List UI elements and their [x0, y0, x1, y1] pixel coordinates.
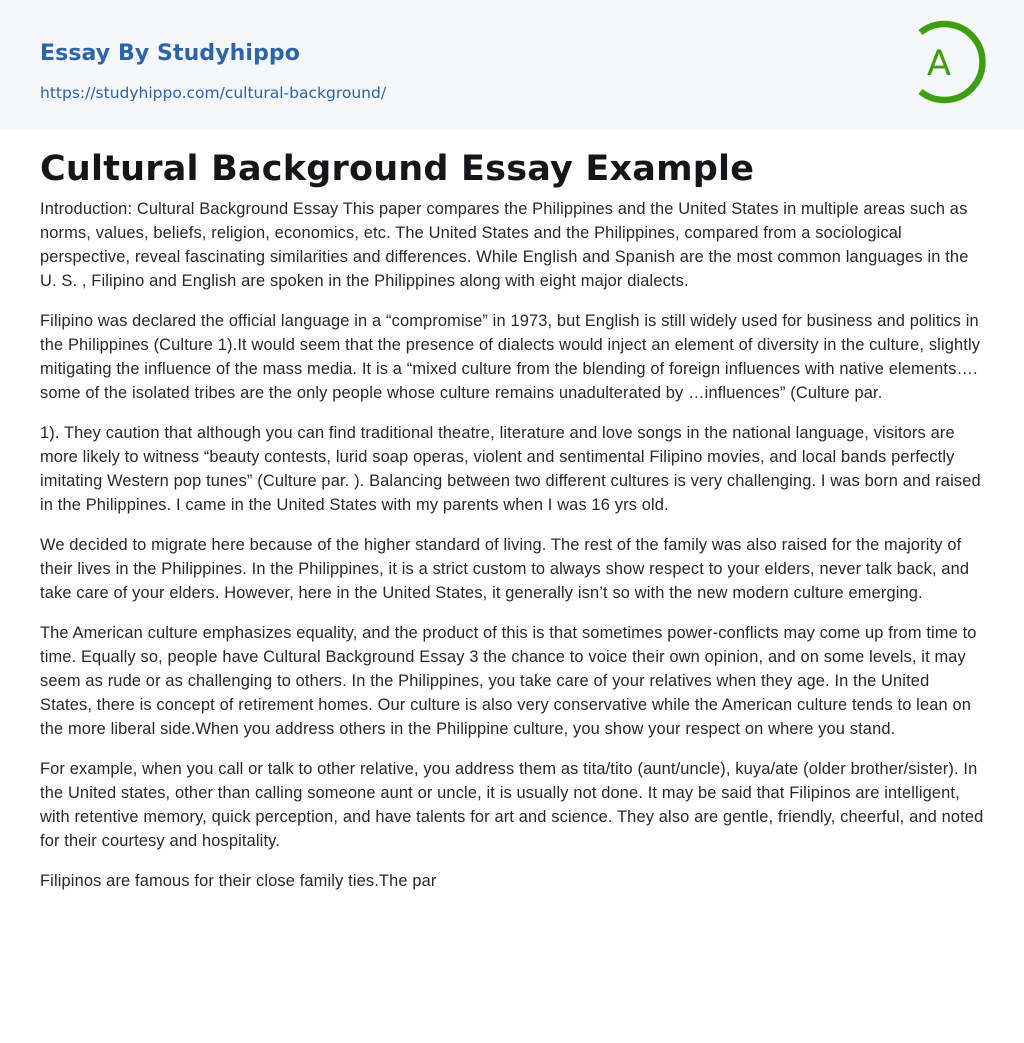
article: [0, 147, 1024, 893]
page-title: Cultural Background Essay Example: [40, 149, 755, 189]
brand-name[interactable]: Essay By Studyhippo: [40, 41, 300, 66]
logo-letter: A: [927, 44, 951, 84]
paragraph: 1). They caution that although you can find traditional theatre, literature and love songs in the national language, visitors are more likely to witness “beauty contests, lurid soap operas, violent and sentimental Filipino movies, and local bands perfectly imitating Western pop tunes” (Culture par. ). Balancing between two different cultures is very challenging. I was born and raised in the Philippines. I came in the United States with my parents when I was 16 yrs old.: [40, 424, 981, 514]
paragraph: The American culture emphasizes equality, and the product of this is that sometimes power-conflicts may come up from time to time. Equally so, people have Cultural Background Essay 3 the chance to voice their own opinion, and on some levels, it may seem as rude or as challenging to others. In the Philippines, you take care of your relatives when they age. In the United States, there is concept of retirement homes. Our culture is also very conservative while the American culture tends to lean on the more liberal side.When you address others in the Philippine culture, you show your respect on where you stand.: [40, 624, 977, 738]
logo-icon[interactable]: [910, 18, 988, 106]
paragraph: Filipino was declared the official language in a “compromise” in 1973, but English is still widely used for business and politics in the Philippines (Culture 1).It would seem that the presence of dialects would inject an element of diversity in the culture, slightly mitigating the influence of the mass media. It is a “mixed culture from the blending of foreign influences with native elements…. some of the isolated tribes are the only people whose culture remains unadulterated by …influences” (Culture par.: [40, 312, 981, 402]
page-url-link[interactable]: https://studyhippo.com/cultural-background/: [40, 84, 387, 102]
site-header: [0, 0, 1024, 129]
paragraph: Introduction: Cultural Background Essay This paper compares the Philippines and the United States in multiple areas such as norms, values, beliefs, religion, economics, etc. The United States and the Philippines, compared from a sociological perspective, reveal fascinating similarities and differences. While English and Spanish are the most common languages in the U. S. , Filipino and English are spoken in the Philippines along with eight major dialects.: [40, 200, 969, 290]
paragraph: For example, when you call or talk to other relative, you address them as tita/tito (aunt/uncle), kuya/ate (older brother/sister). In the United states, other than calling someone aunt or uncle, it is usually not done. It may be said that Filipinos are intelligent, with retentive memory, quick perception, and have talents for art and science. They also are gentle, friendly, cheerful, and noted for their courtesy and hospitality.: [40, 760, 984, 850]
paragraph-truncated: Filipinos are famous for their close family ties.The par: [40, 872, 437, 890]
paragraph: We decided to migrate here because of the higher standard of living. The rest of the family was also raised for the majority of their lives in the Philippines. In the Philippines, it is a strict custom to always show respect to your elders, never talk back, and take care of your elders. However, here in the United States, it generally isn’t so with the new modern culture emerging.: [40, 536, 970, 602]
